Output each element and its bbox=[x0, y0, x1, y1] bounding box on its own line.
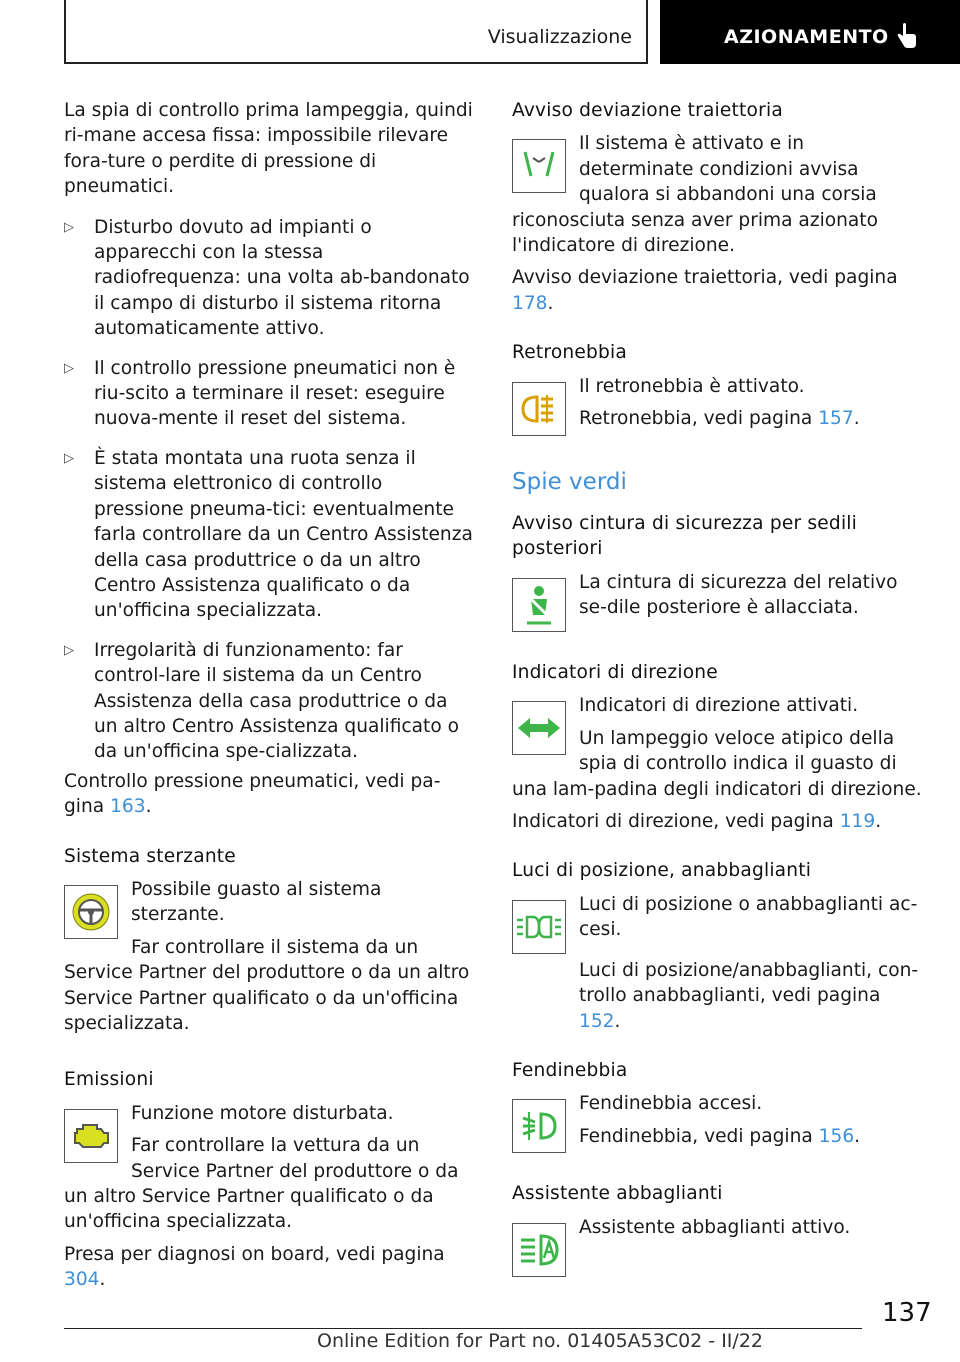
parking-lights-icon bbox=[512, 900, 566, 954]
steering-title: Sistema sterzante bbox=[64, 845, 236, 867]
turn-title: Indicatori di direzione bbox=[512, 661, 718, 683]
steering-wheel-icon bbox=[64, 885, 118, 939]
page-link[interactable]: 119 bbox=[839, 810, 876, 832]
engine-icon bbox=[64, 1109, 118, 1163]
seatbelt-title: Avviso cintura di sicurezza per sedili posteriori bbox=[512, 513, 858, 560]
pointing-hand-icon bbox=[896, 22, 918, 54]
header-chapter-box bbox=[660, 0, 960, 64]
footer-divider bbox=[64, 1328, 862, 1329]
page-link[interactable]: 178 bbox=[512, 292, 548, 314]
page-link[interactable]: 157 bbox=[818, 408, 854, 430]
left-column bbox=[64, 98, 476, 1300]
header-section-title: Visualizzazione bbox=[487, 26, 632, 48]
turn-entry: Indicatori di direzione attivati. Un lampeggio veloce atipico della spia di controllo indica il guasto di una lam-padina degli indicatori di direzione. bbox=[512, 695, 922, 800]
lane-departure-icon bbox=[512, 139, 566, 193]
rearfog-entry: Il retronebbia è attivato. Retronebbia, vedi pagina 157. bbox=[512, 374, 924, 440]
frontfog-reference: Fendinebbia, vedi pagina 156. bbox=[579, 1125, 861, 1147]
seatbelt-icon bbox=[512, 578, 566, 632]
page-number: 137 bbox=[882, 1298, 932, 1328]
obd-reference: Presa per diagnosi on board, vedi pagina 304. bbox=[64, 1243, 445, 1291]
list-item: ▷ Disturbo dovuto ad impianti o apparecchi con la stessa radiofrequenza: una volta ab-bandonato il campo di disturbo il sistema ritorna automaticamente attivo. bbox=[64, 216, 470, 340]
rearfog-title: Retronebbia bbox=[512, 342, 628, 364]
tpms-intro: La spia di controllo prima lampeggia, quindi ri-mane accesa fissa: impossibile rilevare fora-ture o perdite di pressione di pneumatici. bbox=[64, 100, 473, 198]
lane-title: Avviso deviazione traiettoria bbox=[512, 100, 783, 121]
lowbeam-title: Luci di posizione, anabbaglianti bbox=[512, 860, 812, 882]
turn-signal-icon bbox=[512, 701, 566, 755]
turn-reference: Indicatori di direzione, vedi pagina 119. bbox=[512, 810, 882, 832]
page-link[interactable]: 304 bbox=[64, 1269, 100, 1291]
lowbeam-entry: Luci di posizione o anabbaglianti ac-cesi. bbox=[512, 892, 924, 958]
emissions-entry: Funzione motore disturbata. Far controllare la vettura da un Service Partner del produttore o da un altro Service Partner qualificato o da un'officina specializzata. bbox=[64, 1102, 459, 1233]
rear-fog-light-icon bbox=[512, 382, 566, 436]
tpms-reference: Controllo pressione pneumatici, vedi pa-gina 163. bbox=[64, 770, 441, 818]
emissions-title: Emissioni bbox=[64, 1069, 154, 1091]
lane-reference: Avviso deviazione traiettoria, vedi pagina 178. bbox=[512, 267, 898, 314]
list-item: ▷ È stata montata una ruota senza il sistema elettronico di controllo pressione pneuma-tici: eventualmente farla controllare da un Centro Assistenza della casa produttrice o da un altro Centro Assistenza qualificato o da un'officina specializzata. bbox=[64, 447, 473, 622]
header-chapter-title: AZIONAMENTO bbox=[724, 26, 889, 48]
front-fog-light-icon bbox=[512, 1099, 566, 1153]
triangle-bullet-icon: ▷ bbox=[64, 642, 74, 658]
rearfog-reference: Retronebbia, vedi pagina 157. bbox=[579, 408, 860, 430]
green-lights-heading: Spie verdi bbox=[512, 468, 627, 495]
triangle-bullet-icon: ▷ bbox=[64, 219, 74, 235]
page-link[interactable]: 163 bbox=[110, 796, 146, 818]
list-item: ▷ Il controllo pressione pneumatici non è riu-scito a terminare il reset: eseguire nuova-mente il reset del sistema. bbox=[64, 357, 456, 430]
highbeam-title: Assistente abbaglianti bbox=[512, 1183, 723, 1205]
frontfog-entry: Fendinebbia accesi. Fendinebbia, vedi pagina 156. bbox=[512, 1091, 924, 1157]
highbeam-entry: Assistente abbaglianti attivo. bbox=[512, 1215, 924, 1281]
lowbeam-reference: Luci di posizione/anabbaglianti, con-trollo anabbaglianti, vedi pagina 152. bbox=[579, 959, 919, 1032]
footer-edition: Online Edition for Part no. 01405A53C02 - II/22 bbox=[316, 1330, 763, 1352]
right-column bbox=[512, 98, 924, 1281]
triangle-bullet-icon: ▷ bbox=[64, 360, 74, 376]
lane-entry: Il sistema è attivato e in determinate condizioni avvisa qualora si abbandoni una corsia riconosciuta senza aver prima azionato l'indicatore di direzione. bbox=[512, 133, 878, 257]
frontfog-title: Fendinebbia bbox=[512, 1059, 628, 1081]
page-link[interactable]: 152 bbox=[579, 1010, 615, 1032]
triangle-bullet-icon: ▷ bbox=[64, 450, 74, 466]
list-item: ▷ Irregolarità di funzionamento: far control-lare il sistema da un Centro Assistenza della casa produttrice o da un altro Centro Assistenza qualificato o da un'officina spe-cializzata. bbox=[64, 639, 459, 763]
seatbelt-entry: La cintura di sicurezza del relativo se-dile posteriore è allacciata. bbox=[512, 570, 924, 636]
page-link[interactable]: 156 bbox=[818, 1125, 855, 1147]
high-beam-assistant-icon bbox=[512, 1223, 566, 1277]
header-section-box bbox=[64, 0, 648, 64]
steering-entry: Possibile guasto al sistema sterzante. Far controllare il sistema da un Service Partner del produttore o da un altro Service Partner qualificato o da un'officina specializzata. bbox=[64, 878, 470, 1034]
